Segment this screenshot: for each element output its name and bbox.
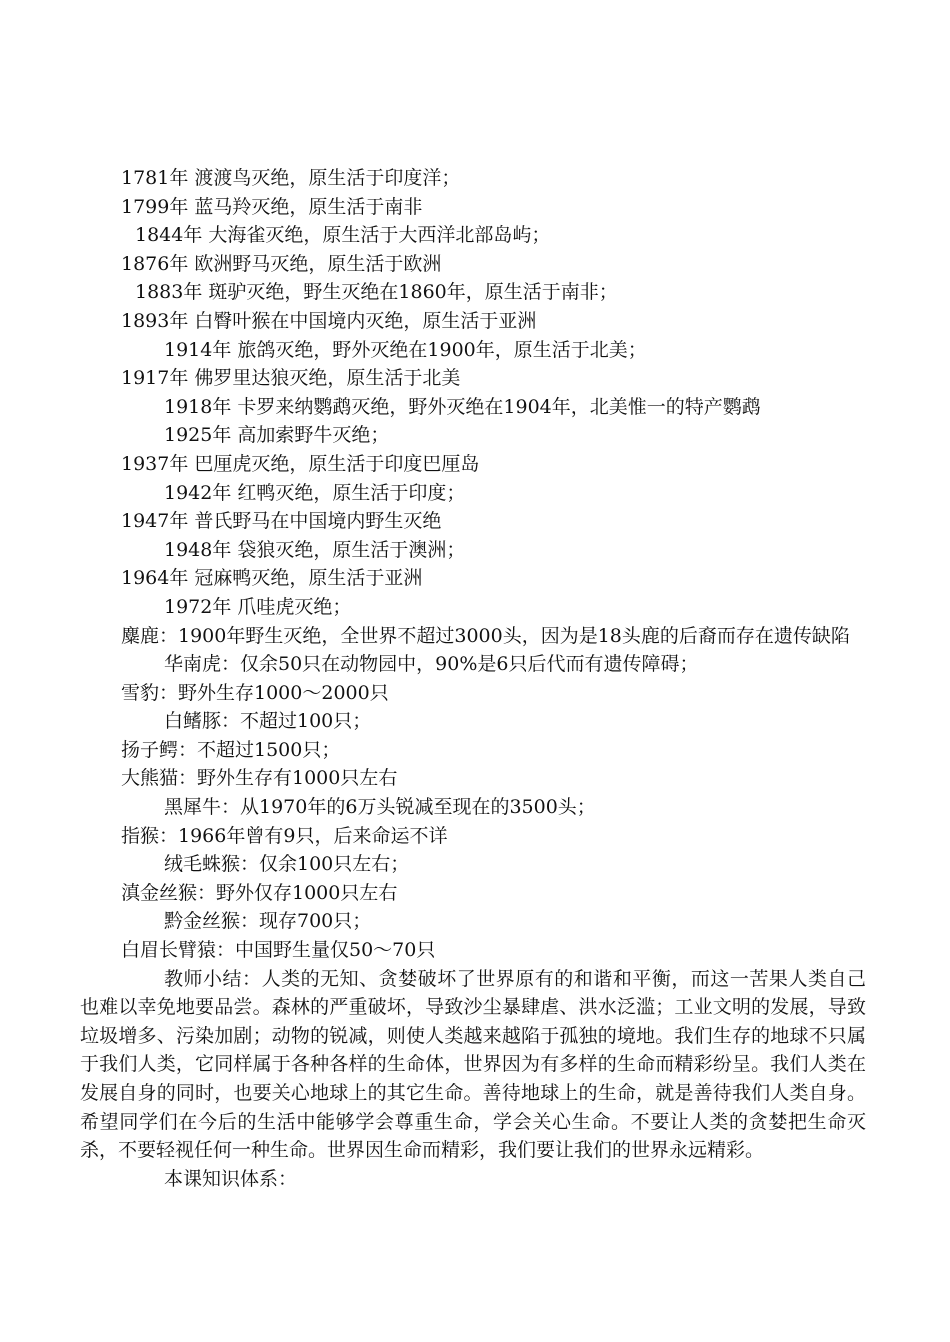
timeline-item: 1964年 冠麻鸭灭绝，原生活于亚洲 [121,567,423,590]
endangered-item: 白鳍豚：不超过100只； [164,710,372,733]
milu-paragraph: 麋鹿：1900年野生灭绝，全世界不超过3000头，因为是18头鹿的后裔而存在遗传缺陷 [121,624,850,647]
timeline-item: 1781年 渡渡鸟灭绝，原生活于印度洋； [121,167,461,189]
endangered-item: 黔金丝猴：现存700只； [164,910,372,933]
timeline-item: 1799年 蓝马羚灭绝，原生活于南非 [121,195,423,218]
document-body [80,164,866,1193]
endangered-item: 滇金丝猴：野外仅存1000只左右 [121,881,398,904]
timeline-item: 1942年 红鸭灭绝，原生活于印度； [164,481,466,504]
timeline-item: 1972年 爪哇虎灭绝； [164,595,352,618]
endangered-item: 雪豹：野外生存1000～2000只 [121,681,389,704]
teacher-summary-paragraph: 教师小结：人类的无知、贪婪破坏了世界原有的和谐和平衡，而这一苦果人类自己 也难以幸免地要品尝。森林的严重破坏，导致沙尘暴肆虐、洪水泛滥；工业文明的发展，导致垃圾增多、污染加剧；动物的锐减，则使人类越来越陷于孤独的境地。我们生存的地球不只属于我们人类，它同样属于各种各样的生命体，世界因为有多样的生命而精彩纷呈。我们人类在发展自身的同时，也要关心地球上的其它生命。善待地球上的生命，就是善待我们人类自身。希望同学们在今后的生活中能够学会尊重生命，学会关心生命。不要让人类的贪婪把生命灭杀，不要轻视任何一种生命。世界因生命而精彩，我们要让我们的世界永远精彩。 [80,967,866,1162]
timeline-item: 1918年 卡罗来纳鹦鹉灭绝，野外灭绝在1904年，北美惟一的特产鹦鹉 [164,395,761,418]
timeline-item: 1917年 佛罗里达狼灭绝，原生活于北美 [121,367,461,390]
timeline-item: 1914年 旅鸽灭绝，野外灭绝在1900年，原生活于北美； [164,338,647,361]
timeline-item: 1893年 白臀叶猴在中国境内灭绝，原生活于亚洲 [121,309,537,332]
timeline-item: 1937年 巴厘虎灭绝，原生活于印度巴厘岛 [121,452,480,475]
timeline-item: 1883年 斑驴灭绝，野生灭绝在1860年，原生活于南非； [135,281,618,304]
endangered-item: 大熊猫：野外生存有1000只左右 [121,767,398,790]
timeline-item: 1844年 大海雀灭绝，原生活于大西洋北部岛屿； [135,224,551,247]
timeline-item: 1876年 欧洲野马灭绝，原生活于欧洲 [121,252,442,275]
endangered-item: 华南虎：仅余50只在动物园中，90%是6只后代而有遗传障碍； [164,653,699,676]
endangered-item: 黑犀牛：从1970年的6万头锐减至现在的3500头； [164,796,596,819]
endangered-item: 指猴：1966年曾有9只，后来命运不详 [121,824,448,847]
endangered-item: 绒毛蛛猴：仅余100只左右； [164,853,410,876]
timeline-item: 1948年 袋狼灭绝，原生活于澳洲； [164,538,466,561]
timeline-item: 1925年 高加索野牛灭绝； [164,424,390,447]
timeline-item: 1947年 普氏野马在中国境内野生灭绝 [121,510,442,533]
endangered-item: 白眉长臂猿：中国野生量仅50～70只 [121,939,436,962]
endangered-item: 扬子鳄：不超过1500只； [121,738,341,761]
knowledge-system-heading: 本课知识体系： [164,1167,298,1190]
